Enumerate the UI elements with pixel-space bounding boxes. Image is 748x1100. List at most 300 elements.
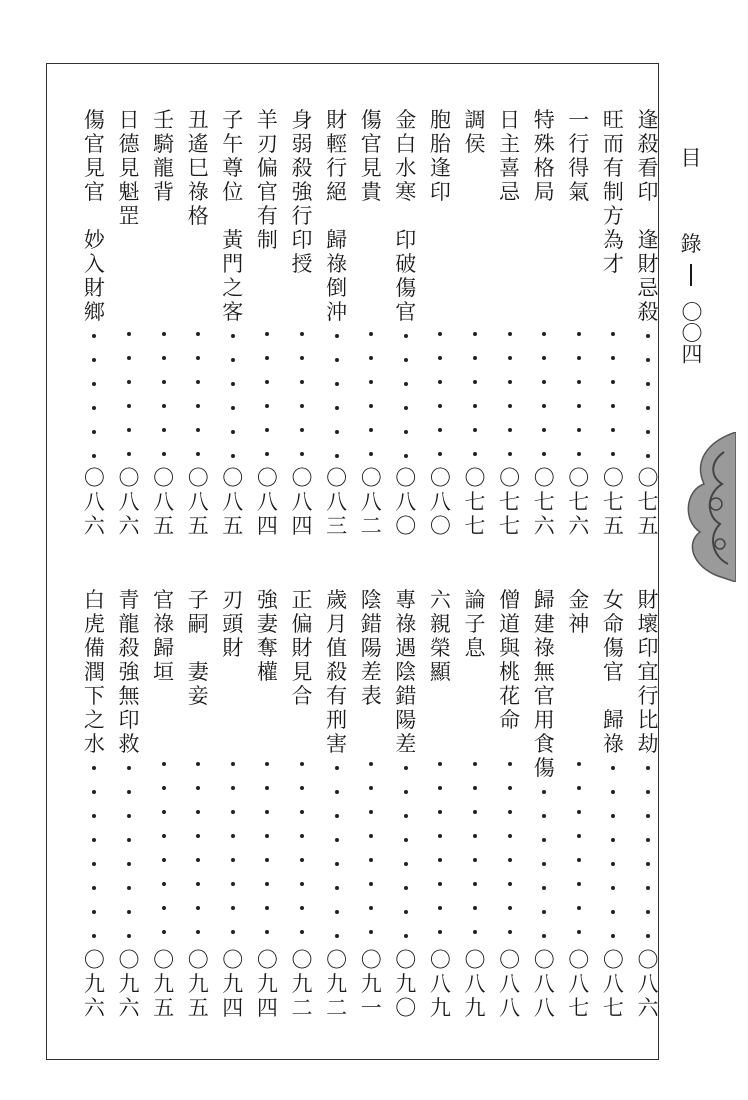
page-char: 〇 <box>395 948 417 972</box>
leader-dot <box>646 814 650 818</box>
title-char: 之 <box>83 708 105 732</box>
title-char: 月 <box>326 612 348 636</box>
page-char: 〇 <box>291 948 313 972</box>
page-char: 〇 <box>533 948 555 972</box>
leader-dot <box>369 786 373 790</box>
leader-dot <box>508 930 512 934</box>
leader-dot <box>231 930 235 934</box>
page-char: 八 <box>153 490 175 514</box>
page-char: 五 <box>153 514 175 538</box>
leader-dot <box>369 762 373 766</box>
leader-dot <box>542 862 546 866</box>
title-char <box>188 636 209 660</box>
title-char: 青 <box>118 588 140 612</box>
toc-entry[interactable] <box>460 0 490 1100</box>
title-char: 妻 <box>256 612 278 636</box>
leader-dot <box>508 810 512 814</box>
page-char: 八 <box>222 490 244 514</box>
title-char: 偏 <box>291 612 313 636</box>
leader-dot <box>577 882 581 886</box>
title-char: 弱 <box>291 132 313 156</box>
leader-dot <box>231 906 235 910</box>
leader-dot <box>438 834 442 838</box>
title-char: 殺 <box>118 636 140 660</box>
toc-entry-title <box>322 588 352 756</box>
page-char: 九 <box>429 996 451 1020</box>
title-char: 刃 <box>256 132 278 156</box>
title-char: 祿 <box>153 612 175 636</box>
leader-dot <box>369 810 373 814</box>
leader-dot <box>196 762 200 766</box>
title-char: 錯 <box>395 684 417 708</box>
title-char: 命 <box>499 708 521 732</box>
title-char: 妻 <box>187 660 209 684</box>
title-char: 日 <box>499 108 521 132</box>
leader-dot <box>611 814 615 818</box>
toc-entry[interactable] <box>633 0 663 1100</box>
leader-dot <box>369 834 373 838</box>
title-char: 鄉 <box>83 300 105 324</box>
title-char: 倒 <box>326 276 348 300</box>
page-char: 二 <box>291 996 313 1020</box>
title-char: 忌 <box>637 276 659 300</box>
title-char: 喜 <box>499 156 521 180</box>
leader-dot <box>231 834 235 838</box>
toc-entry-title <box>149 588 179 684</box>
leader-dot <box>404 910 408 914</box>
toc-entry[interactable] <box>183 0 213 1100</box>
toc-entry-title <box>460 588 490 660</box>
page-char: 〇 <box>118 948 140 972</box>
toc-entry-page <box>633 948 663 1020</box>
leader-dot <box>335 814 339 818</box>
leader-dot <box>231 882 235 886</box>
title-char: 陽 <box>360 636 382 660</box>
leader-dot <box>231 810 235 814</box>
title-char: 罡 <box>118 204 140 228</box>
leader-dot <box>162 786 166 790</box>
title-char: 頭 <box>222 612 244 636</box>
leader-dot <box>335 790 339 794</box>
leader-dot <box>127 814 131 818</box>
page-char: 〇 <box>222 948 244 972</box>
title-char: 黃 <box>222 228 244 252</box>
toc-entry-title <box>391 588 421 756</box>
title-char: 子 <box>222 108 244 132</box>
title-char <box>603 684 624 708</box>
page-char: 五 <box>153 996 175 1020</box>
leader-dot <box>404 814 408 818</box>
leader-dot <box>646 766 650 770</box>
page-char: 七 <box>637 490 659 514</box>
toc-entry[interactable] <box>495 0 525 1100</box>
leader-dot <box>404 886 408 890</box>
page-char: 四 <box>256 996 278 1020</box>
leader-dot <box>162 882 166 886</box>
page-char: 〇 <box>499 948 521 972</box>
leader-dot <box>542 934 546 938</box>
leader-dot <box>473 810 477 814</box>
title-char: 妾 <box>187 684 209 708</box>
title-char: 寒 <box>395 180 417 204</box>
leader-dot <box>369 930 373 934</box>
title-char: 財 <box>326 108 348 132</box>
title-char: 強 <box>256 588 278 612</box>
page-char: 五 <box>222 514 244 538</box>
leader-dot <box>335 934 339 938</box>
page-char: 五 <box>602 514 624 538</box>
leader-dot <box>404 838 408 842</box>
page-char: 〇 <box>395 996 417 1020</box>
leader-dot <box>404 766 408 770</box>
leader-dot <box>542 814 546 818</box>
page-char: 三 <box>326 514 348 538</box>
title-char: 殺 <box>326 660 348 684</box>
title-char: 沖 <box>326 300 348 324</box>
leader-dot <box>265 786 269 790</box>
toc-entry[interactable] <box>79 0 109 1100</box>
leader-dot <box>162 930 166 934</box>
toc-entry[interactable] <box>529 0 559 1100</box>
title-char: 官 <box>153 588 175 612</box>
title-char: 制 <box>602 180 624 204</box>
leader-dot <box>577 858 581 862</box>
leader-dot <box>646 886 650 890</box>
page-char: 八 <box>326 490 348 514</box>
toc-entry-page <box>322 948 352 1020</box>
page-char: 四 <box>291 514 313 538</box>
title-char: 官 <box>83 132 105 156</box>
leader-dot <box>369 882 373 886</box>
title-char: 丑 <box>187 108 209 132</box>
leader-dot <box>508 834 512 838</box>
leader-dot <box>265 906 269 910</box>
toc-entry-title <box>633 588 663 756</box>
title-char: 歸 <box>602 708 624 732</box>
title-char: 德 <box>118 132 140 156</box>
toc-entry[interactable] <box>391 0 421 1100</box>
leader-dot <box>473 882 477 886</box>
title-char: 傷 <box>602 636 624 660</box>
toc-entry[interactable] <box>322 0 352 1100</box>
page-char: 八 <box>83 490 105 514</box>
leader-dot <box>438 810 442 814</box>
toc-entry-title <box>252 588 282 684</box>
leader-dot <box>646 838 650 842</box>
leader-dot <box>335 766 339 770</box>
title-char: 合 <box>291 684 313 708</box>
title-char: 強 <box>118 660 140 684</box>
leader-dot <box>300 882 304 886</box>
toc-entry-title <box>218 588 248 660</box>
title-char: 方 <box>602 204 624 228</box>
title-char: 格 <box>533 156 555 180</box>
toc-entry[interactable] <box>149 0 179 1100</box>
title-char: 錯 <box>360 612 382 636</box>
leader-dot <box>265 858 269 862</box>
toc-entry-title <box>287 588 317 708</box>
leader-dot <box>335 910 339 914</box>
title-char: 行 <box>637 684 659 708</box>
page-char: 六 <box>83 514 105 538</box>
leader-dot <box>438 906 442 910</box>
leader-dot <box>127 934 131 938</box>
page-char: 七 <box>602 996 624 1020</box>
leader-dot <box>127 766 131 770</box>
leader-dot <box>300 834 304 838</box>
toc-entry[interactable] <box>598 0 628 1100</box>
title-char: 胎 <box>429 132 451 156</box>
page-char: 六 <box>568 514 590 538</box>
leader-dot <box>92 838 96 842</box>
page-char: 八 <box>429 972 451 996</box>
title-char: 白 <box>395 132 417 156</box>
page-char: 八 <box>187 490 209 514</box>
page-char: 九 <box>256 972 278 996</box>
title-char: 見 <box>291 660 313 684</box>
page-char: 〇 <box>568 466 590 490</box>
page-char: 七 <box>602 490 624 514</box>
leader-dot <box>508 858 512 862</box>
decorative-cloud-ornament <box>676 432 736 582</box>
toc-entry[interactable] <box>425 0 455 1100</box>
page-char: 〇 <box>429 948 451 972</box>
leader-dot <box>473 906 477 910</box>
title-char: 食 <box>533 732 555 756</box>
page-char: 〇 <box>222 466 244 490</box>
title-char: 傷 <box>395 276 417 300</box>
leader-dot <box>542 790 546 794</box>
page-char: 〇 <box>256 466 278 490</box>
title-char: 龍 <box>153 156 175 180</box>
title-char: 官 <box>602 660 624 684</box>
page-char: 五 <box>187 514 209 538</box>
title-char: 壬 <box>153 108 175 132</box>
leader-dot <box>300 786 304 790</box>
title-char: 祿 <box>326 252 348 276</box>
page-char: 七 <box>568 996 590 1020</box>
page-char: 一 <box>360 996 382 1020</box>
page-char: 九 <box>118 972 140 996</box>
leader-dot <box>265 834 269 838</box>
leader-dot <box>473 858 477 862</box>
leader-dot <box>542 838 546 842</box>
page-char: 〇 <box>602 466 624 490</box>
title-char: 魁 <box>118 180 140 204</box>
toc-entry[interactable] <box>356 0 386 1100</box>
title-char: 行 <box>568 132 590 156</box>
leader-dot <box>300 906 304 910</box>
leader-dot <box>92 934 96 938</box>
toc-entry-page <box>218 948 248 1020</box>
toc-entry-page <box>495 948 525 1020</box>
leader-dot <box>646 862 650 866</box>
title-char: 見 <box>360 156 382 180</box>
title-char: 一 <box>568 108 590 132</box>
page-char: 八 <box>464 972 486 996</box>
title-char: 授 <box>291 252 313 276</box>
toc-entry[interactable] <box>218 0 248 1100</box>
leader-dot <box>438 930 442 934</box>
page-char: 七 <box>568 490 590 514</box>
title-char: 劫 <box>637 732 659 756</box>
page-char: 七 <box>464 514 486 538</box>
title-char: 金 <box>395 108 417 132</box>
title-char: 身 <box>291 108 313 132</box>
title-char: 官 <box>360 132 382 156</box>
title-char: 奪 <box>256 636 278 660</box>
leader-dot <box>473 834 477 838</box>
page-char: 〇 <box>464 948 486 972</box>
title-char: 傷 <box>83 108 105 132</box>
header-title-char1: 目 <box>680 146 702 170</box>
title-char: 財 <box>222 636 244 660</box>
title-char: 官 <box>395 300 417 324</box>
leader-dot <box>196 882 200 886</box>
leader-dot <box>92 766 96 770</box>
title-char: 財 <box>291 636 313 660</box>
title-char: 垣 <box>153 660 175 684</box>
title-char: 有 <box>326 684 348 708</box>
title-char: 虎 <box>83 612 105 636</box>
toc-entry-title <box>79 588 109 756</box>
leader-dot <box>508 906 512 910</box>
title-char: 印 <box>429 180 451 204</box>
toc-entry-title <box>529 588 559 780</box>
leader-dot <box>335 862 339 866</box>
title-char: 建 <box>533 612 555 636</box>
page-char: 〇 <box>464 466 486 490</box>
toc-entry-page <box>356 948 386 1020</box>
page-char: 七 <box>499 514 521 538</box>
leader-dot <box>438 858 442 862</box>
page-char: 六 <box>533 514 555 538</box>
page-char: 九 <box>153 972 175 996</box>
title-char: 才 <box>602 252 624 276</box>
title-char: 而 <box>602 132 624 156</box>
leader-dot <box>300 930 304 934</box>
title-char: 行 <box>291 204 313 228</box>
title-char: 看 <box>637 156 659 180</box>
leader-dot <box>196 858 200 862</box>
title-char: 命 <box>602 612 624 636</box>
title-char: 顯 <box>429 660 451 684</box>
title-char: 得 <box>568 156 590 180</box>
leader-dot <box>577 834 581 838</box>
leader-dot <box>611 766 615 770</box>
leader-dot <box>335 886 339 890</box>
toc-entry-page <box>252 948 282 1020</box>
page-char: 八 <box>291 490 313 514</box>
toc-entry[interactable] <box>252 0 282 1100</box>
page-char: 八 <box>429 490 451 514</box>
toc-entry-page <box>79 948 109 1020</box>
title-char: 備 <box>83 636 105 660</box>
toc-entry[interactable] <box>287 0 317 1100</box>
leader-dot <box>542 886 546 890</box>
title-char: 強 <box>291 180 313 204</box>
title-char: 差 <box>360 660 382 684</box>
page-char: 八 <box>499 972 521 996</box>
toc-entry-title <box>564 588 594 636</box>
title-char: 印 <box>637 636 659 660</box>
leader-dot <box>196 810 200 814</box>
title-char: 無 <box>118 684 140 708</box>
title-char: 祿 <box>187 180 209 204</box>
toc-entry[interactable] <box>564 0 594 1100</box>
title-char: 子 <box>464 612 486 636</box>
title-char: 歸 <box>533 588 555 612</box>
leader-dot <box>611 910 615 914</box>
page-char: 〇 <box>395 514 417 538</box>
title-char: 論 <box>464 588 486 612</box>
page-char: 七 <box>464 490 486 514</box>
leader-dot <box>611 838 615 842</box>
title-char: 印 <box>291 228 313 252</box>
page-char: 〇 <box>533 466 555 490</box>
leader-dot <box>162 762 166 766</box>
leader-dot <box>577 930 581 934</box>
page-char: 〇 <box>395 466 417 490</box>
page-char: 四 <box>222 996 244 1020</box>
toc-entry-title <box>495 588 525 732</box>
leader-dot <box>473 762 477 766</box>
page-char: 〇 <box>153 948 175 972</box>
page-char: 七 <box>533 490 555 514</box>
leader-dot <box>265 810 269 814</box>
leader-dot <box>438 882 442 886</box>
leader-dot <box>646 790 650 794</box>
leader-dot <box>404 862 408 866</box>
title-char: 刑 <box>326 708 348 732</box>
title-char: 害 <box>326 732 348 756</box>
leader-dot <box>646 910 650 914</box>
title-char: 絕 <box>326 180 348 204</box>
toc-entry[interactable] <box>114 0 144 1100</box>
title-char: 遇 <box>395 636 417 660</box>
leader-dot <box>300 762 304 766</box>
title-char: 息 <box>464 636 486 660</box>
title-char: 榮 <box>429 636 451 660</box>
title-char: 財 <box>637 588 659 612</box>
page-char: 九 <box>360 972 382 996</box>
page-char: 六 <box>118 996 140 1020</box>
title-char: 壞 <box>637 612 659 636</box>
title-char: 忌 <box>499 180 521 204</box>
page-char: 四 <box>256 514 278 538</box>
title-char: 下 <box>83 684 105 708</box>
title-char: 午 <box>222 132 244 156</box>
title-char: 有 <box>256 204 278 228</box>
page-char: 二 <box>360 514 382 538</box>
toc-entry-title <box>598 588 628 756</box>
header-separator <box>690 264 692 286</box>
toc-entry-page <box>460 948 490 1020</box>
title-char: 水 <box>395 156 417 180</box>
leader-dot <box>196 834 200 838</box>
toc-entry-title <box>114 588 144 756</box>
title-char: 神 <box>568 612 590 636</box>
leader-dot <box>335 838 339 842</box>
title-char: 財 <box>637 252 659 276</box>
page-char: 八 <box>533 996 555 1020</box>
title-char: 官 <box>83 180 105 204</box>
title-char: 六 <box>429 588 451 612</box>
leader-dot <box>508 882 512 886</box>
page-char: 六 <box>118 514 140 538</box>
toc-entry-page <box>114 948 144 1020</box>
page-char: 八 <box>637 972 659 996</box>
